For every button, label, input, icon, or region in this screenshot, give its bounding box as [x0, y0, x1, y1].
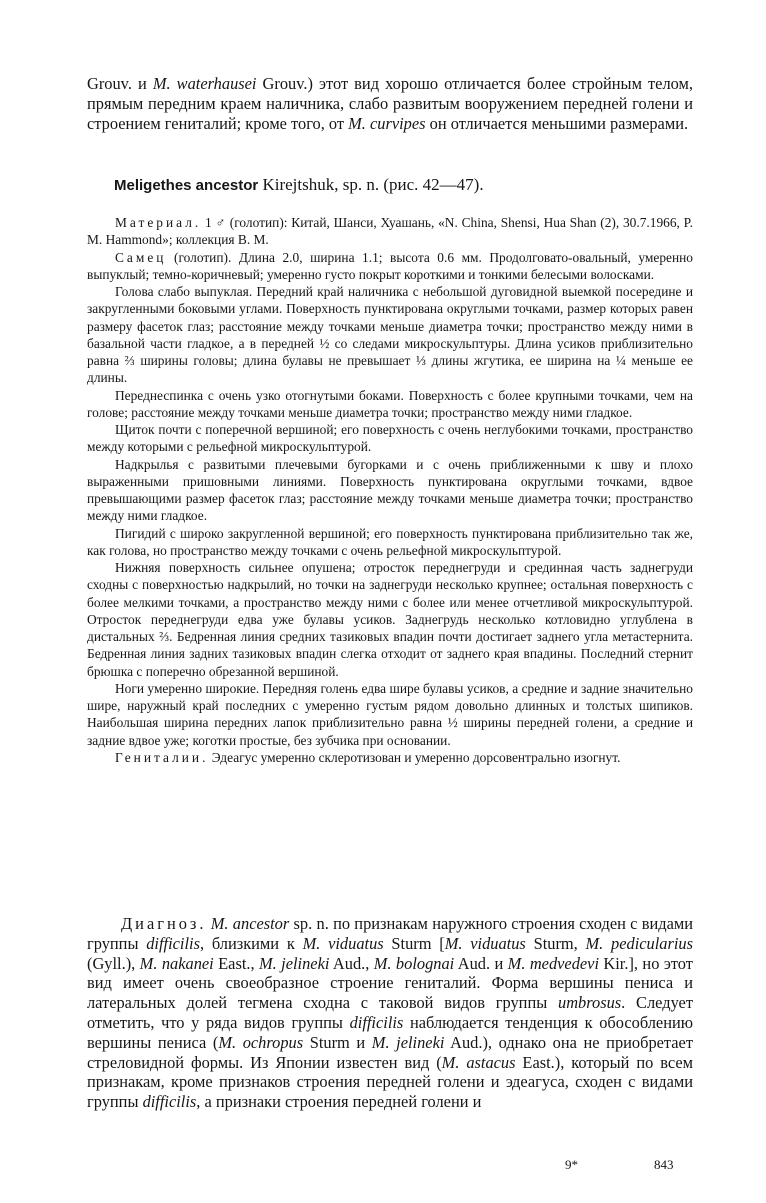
pygidium-paragraph: Пигидий с широко закругленной вершиной; его поверхность пунктирована приблизительно так же, как голова, но пространство между точками с очень рельефной микроскульптурой. [87, 525, 693, 558]
species-name: M. waterhausei [152, 74, 257, 93]
section-label: Материал. [115, 215, 202, 230]
text-run: sp. n. по признакам наружного строения сходен с видами группы [87, 914, 693, 953]
taxon-name: umbrosus [558, 993, 622, 1013]
paragraph-text: Эдеагус умеренно склеротизован и умеренно дорсовентрально изогнут. [208, 749, 621, 765]
taxon-name: M. viduatus [444, 933, 526, 953]
section-label: Гениталии. [115, 749, 209, 765]
elytra-paragraph: Надкрылья с развитыми плечевыми бугорками и с очень приближенными к шву и плохо выраженными пришовными линиями. Поверхность пунктирована округлыми точками, вдвое превышающими размер фасеток глаз; расстояние между точками меньше диаметра точки; пространство между ними гладкое. [87, 456, 693, 524]
taxon-name: M. viduatus [302, 933, 384, 953]
paragraph-text: 1 ♂ (голотип): Китай, Шанси, Хуашань, «N. China, Shensi, Hua Shan (2), 30.7.1966, P. M. Hammond»; коллекция В. М. [87, 215, 693, 248]
text-run: Aud., [329, 953, 374, 973]
scutellum-paragraph: Щиток почти с поперечной вершиной; его поверхность с очень неглубокими точками, пространство между которыми с рельефной микроскульптурой. [87, 422, 693, 455]
text-run: Grouv.) этот вид хорошо отличается более стройным телом, прямым передним краем наличника, слабо развитым вооружением передней голени и строением гениталий; кроме того, от [87, 74, 693, 133]
underside-paragraph: Нижняя поверхность сильнее опушена; отросток переднегруди и срединная часть заднегруди сходны с поверхностью надкрылий, но точки на заднегруди несколько крупнее; остальная поверхность с более мелкими точками, а пространство между ними с более или менее отчетливой микроскульптурой. Отросток переднегруди едва уже булавы усиков. Заднегрудь несколько котловидно углублена в дистальных ⅔. Бедренная линия средних тазиковых впадин почти достигает заднего угла метастернита. Бедренная линия задних тазиковых впадин слегка отходит от заднего края впадины. Последний стернит брюшка с поперечно обрезанной вершиной. [87, 560, 693, 679]
top-paragraph [87, 74, 693, 133]
taxon-name: difficilis [142, 1092, 197, 1112]
text-run: Aud.), однако она не приобретает стреловидной формы. Из Японии известен вид ( [87, 1032, 693, 1072]
section-label: Самец [115, 249, 167, 265]
text-run: Sturm [ [383, 933, 445, 953]
taxon-name: M. ochropus [218, 1032, 304, 1052]
species-name: M. curvipes [348, 113, 426, 133]
species-title: Meligethes ancestor [114, 177, 259, 194]
text-run: наблюдается тенденция к обособлению вершины пениса ( [87, 1012, 693, 1052]
heading-rest: Kirejtshuk, sp. n. (рис. 42—47). [258, 175, 484, 194]
legs-paragraph: Ноги умеренно широкие. Передняя голень едва шире булавы усиков, а средние и задние значительно шире, наружный край последних с умеренно густым рядом довольно длинных и толстых шипиков. Наибольшая ширина передних лапок приблизительно равна ½ ширины передней голени, а средние и задние вдвое уже; коготки простые, без зубчика при основании. [87, 680, 693, 748]
text-run: , близкими к [199, 933, 303, 953]
male-paragraph [87, 249, 693, 284]
text-run: Aud. и [454, 953, 508, 973]
diagnosis-paragraph [87, 914, 693, 1112]
head-paragraph: Голова слабо выпуклая. Передний край наличника с небольшой дуговидной выемкой посередине и закругленными боковыми углами. Поверхность пунктирована округлыми точками, размер которых равен размеру фасеток глаз; расстояние между точками меньше диаметра точки; пространство между ними в базальной части гладкое, а в передней ½ со следами микроскульптуры. Длина усиков приблизительно равна ⅔ ширины головы; длина булавы не превышает ⅓ длины жгутика, ее ширина на ¼ меньше ее длины. [87, 284, 693, 386]
text-run: East., [213, 953, 259, 973]
pronotum-paragraph: Переднеспинка с очень узко отогнутыми боками. Поверхность с более крупными точками, чем на голове; расстояние между точками меньше диаметра точки; пространство между ними гладкое. [87, 387, 693, 420]
taxon-name: M. pedicularius [585, 933, 693, 953]
text-run: он отличается меньшими размерами. [425, 113, 689, 133]
taxon-name: difficilis [349, 1012, 404, 1032]
diagnosis-text [87, 914, 693, 1111]
species-heading [114, 175, 684, 196]
text-run: Grouv. и [87, 74, 153, 93]
section-label: Диагноз. [121, 914, 207, 933]
text-run: Sturm и [303, 1032, 372, 1052]
taxon-name: M. bolognai [373, 953, 455, 973]
taxon-name: M. nakanei [139, 953, 214, 973]
genitalia-paragraph [87, 749, 693, 766]
text-run: , а признаки строения передней голени и [196, 1092, 482, 1112]
text-run: (Gyll.), [87, 953, 140, 973]
taxon-name: M. medvedevi [507, 953, 599, 973]
taxon-name: M. astacus [441, 1052, 516, 1072]
text-run: . Следует отметить, что у ряда видов группы [87, 993, 693, 1032]
taxon-name: M. ancestor [210, 914, 290, 933]
page-number: 843 [654, 1157, 674, 1172]
description-block [87, 214, 693, 766]
text-run: East.), который по всем признакам, кроме признаков строения передней голени и эдеагуса, сходен с видами группы [87, 1052, 693, 1112]
signature-mark: 9* [565, 1157, 578, 1172]
paragraph-text: (голотип). Длина 2.0, ширина 1.1; высота 0.6 мм. Продолговато-овальный, умеренно выпуклый; темно-коричневый; умеренно густо покрыт короткими и тонкими белесыми волосками. [87, 249, 693, 282]
taxon-name: M. jelineki [371, 1032, 445, 1052]
taxon-name: difficilis [146, 933, 200, 953]
text-run: Sturm, [525, 933, 586, 953]
taxon-name: M. jelineki [259, 953, 330, 973]
text-run: Kir.], но этот вид имеет очень своеобразное строение гениталий. Форма вершины пениса и латеральных долей тегмена сходна с таковой видов группы [87, 953, 693, 1013]
material-paragraph [87, 214, 693, 249]
